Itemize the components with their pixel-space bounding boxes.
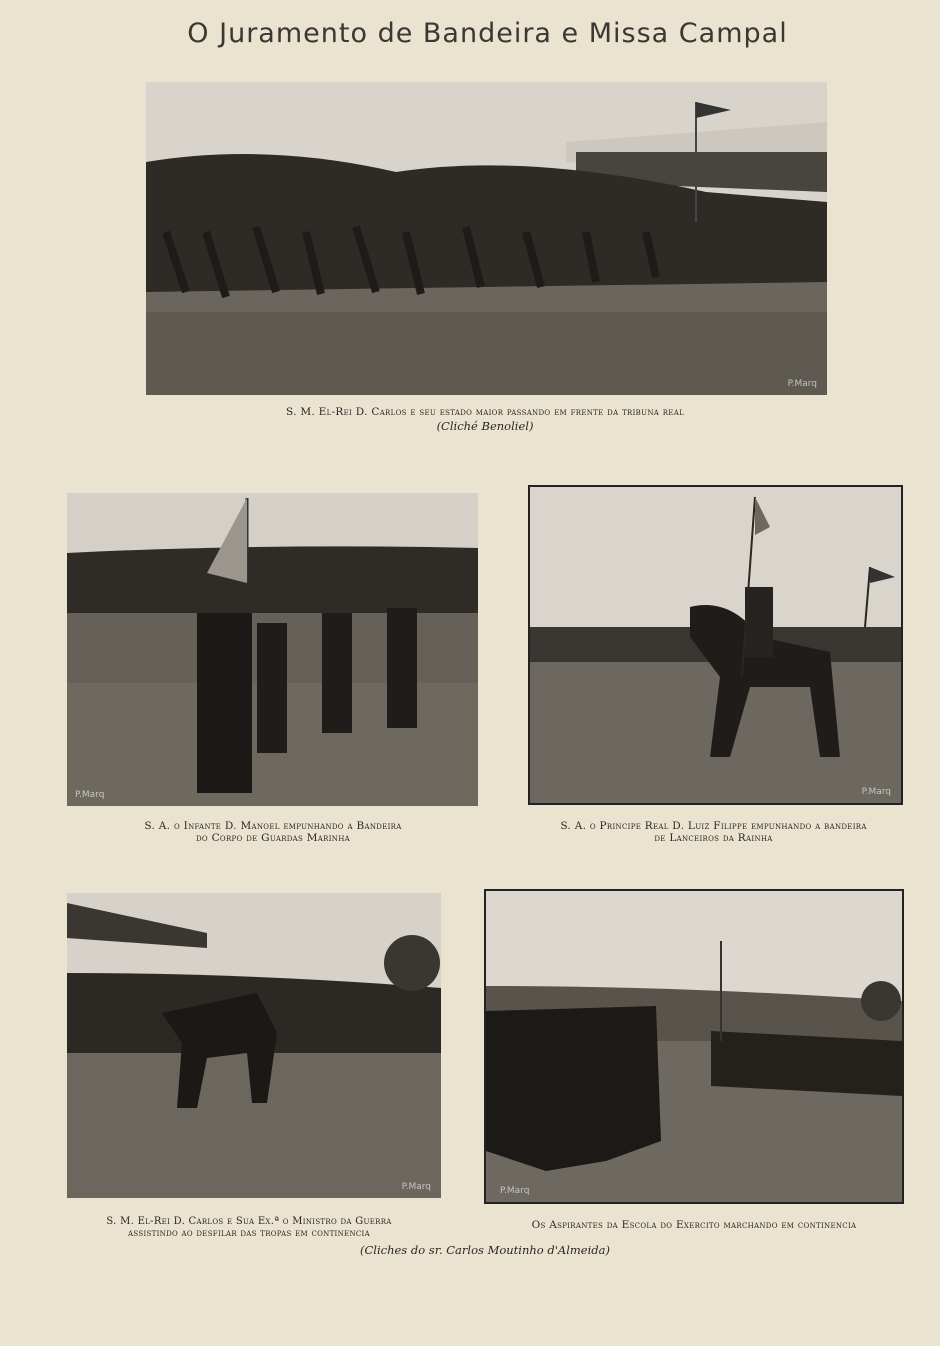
caption-line: de Lanceiros da Rainha [654, 832, 773, 844]
photo-aspirantes [484, 889, 904, 1204]
photo-principe-real [528, 485, 903, 805]
photo-scene [486, 891, 902, 1202]
photo-credit: (Cliché Benoliel) [436, 419, 534, 433]
photo-caption: S. M. El-Rei D. Carlos e seu estado maior passando em frente da tribuna real [285, 406, 685, 418]
photo-caption: Os Aspirantes da Escola do Exercito marchando em continencia [531, 1219, 857, 1231]
caption-line: assistindo ao desfilar das tropas em continencia [128, 1228, 370, 1239]
photo-king-and-staff [146, 82, 827, 395]
photo-signature: P.Marq [787, 379, 817, 389]
caption-line: do Corpo de Guardas Marinha [195, 832, 350, 844]
photo-caption [78, 820, 468, 844]
photo-signature: P.Marq [500, 1186, 530, 1196]
page-title: O Juramento de Bandeira e Missa Campal [187, 18, 788, 49]
photo-scene [67, 493, 478, 806]
photo-signature: P.Marq [75, 790, 105, 800]
photo-infante-manoel [67, 493, 478, 806]
photo-caption [528, 820, 899, 844]
photo-caption [70, 1216, 428, 1240]
photo-scene [146, 82, 827, 395]
photo-king-and-minister [67, 893, 441, 1198]
caption-line: S. M. El-Rei D. Carlos e Sua Ex.ª o Ministro da Guerra [106, 1216, 392, 1227]
photo-signature: P.Marq [861, 787, 891, 797]
caption-line: S. A. o Infante D. Manoel empunhando a Bandeira [144, 820, 402, 832]
photo-signature: P.Marq [401, 1182, 431, 1192]
photo-scene [67, 893, 441, 1198]
photo-scene [530, 487, 901, 803]
caption-line: S. A. o Principe Real D. Luiz Filippe empunhando a bandeira [560, 820, 867, 832]
footer-credit: (Cliches do sr. Carlos Moutinho d'Almeida) [360, 1243, 610, 1257]
